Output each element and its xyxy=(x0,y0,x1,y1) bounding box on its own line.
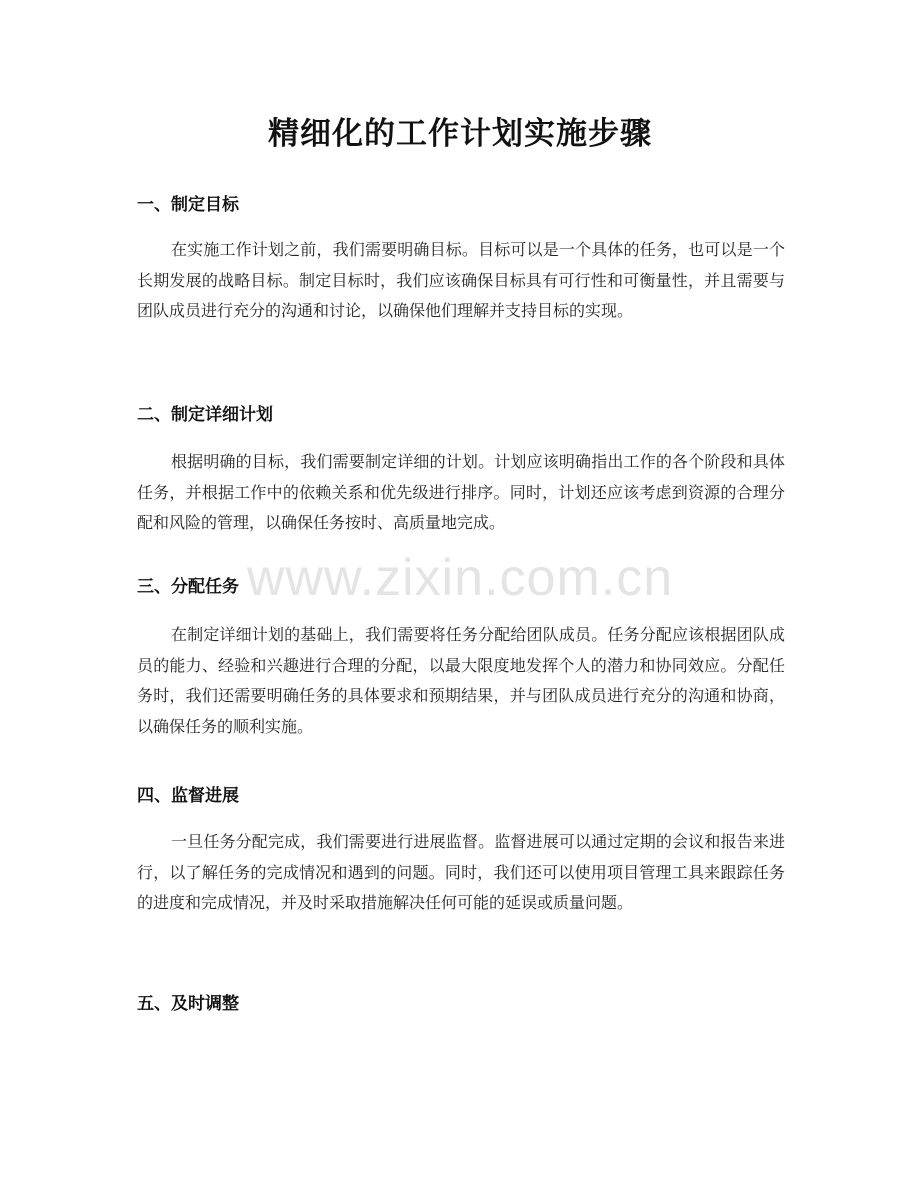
section-body-2: 根据明确的目标，我们需要制定详细的计划。计划应该明确指出工作的各个阶段和具体任务，并根据工作中的依赖关系和优先级进行排序。同时，计划还应该考虑到资源的合理分配和风险的管理，以确保任务按时、高质量地完成。 xyxy=(137,452,785,532)
section-heading-2: 二、制定详细计划 xyxy=(137,405,273,425)
page-title: 精细化的工作计划实施步骤 xyxy=(268,116,652,152)
section-body-1: 在实施工作计划之前，我们需要明确目标。目标可以是一个具体的任务，也可以是一个长期发展的战略目标。制定目标时，我们应该确保目标具有可行性和可衡量性，并且需要与团队成员进行充分的沟通和讨论，以确保他们理解并支持目标的实现。 xyxy=(137,240,785,320)
section-heading-3: 三、分配任务 xyxy=(137,577,239,597)
section-body-3: 在制定详细计划的基础上，我们需要将任务分配给团队成员。任务分配应该根据团队成员的能力、经验和兴趣进行合理的分配，以最大限度地发挥个人的潜力和协同效应。分配任务时，我们还需要明确任务的具体要求和预期结果，并与团队成员进行充分的沟通和协商，以确保任务的顺利实施。 xyxy=(137,625,785,736)
section-heading-4: 四、监督进展 xyxy=(137,786,239,806)
section-body-4: 一旦任务分配完成，我们需要进行进展监督。监督进展可以通过定期的会议和报告来进行，以了解任务的完成情况和遇到的问题。同时，我们还可以使用项目管理工具来跟踪任务的进度和完成情况，并及时采取措施解决任何可能的延误或质量问题。 xyxy=(137,832,785,912)
section-heading-5: 五、及时调整 xyxy=(137,994,239,1014)
watermark: www.zixin.com.cn xyxy=(246,549,674,607)
section-heading-1: 一、制定目标 xyxy=(137,195,239,215)
